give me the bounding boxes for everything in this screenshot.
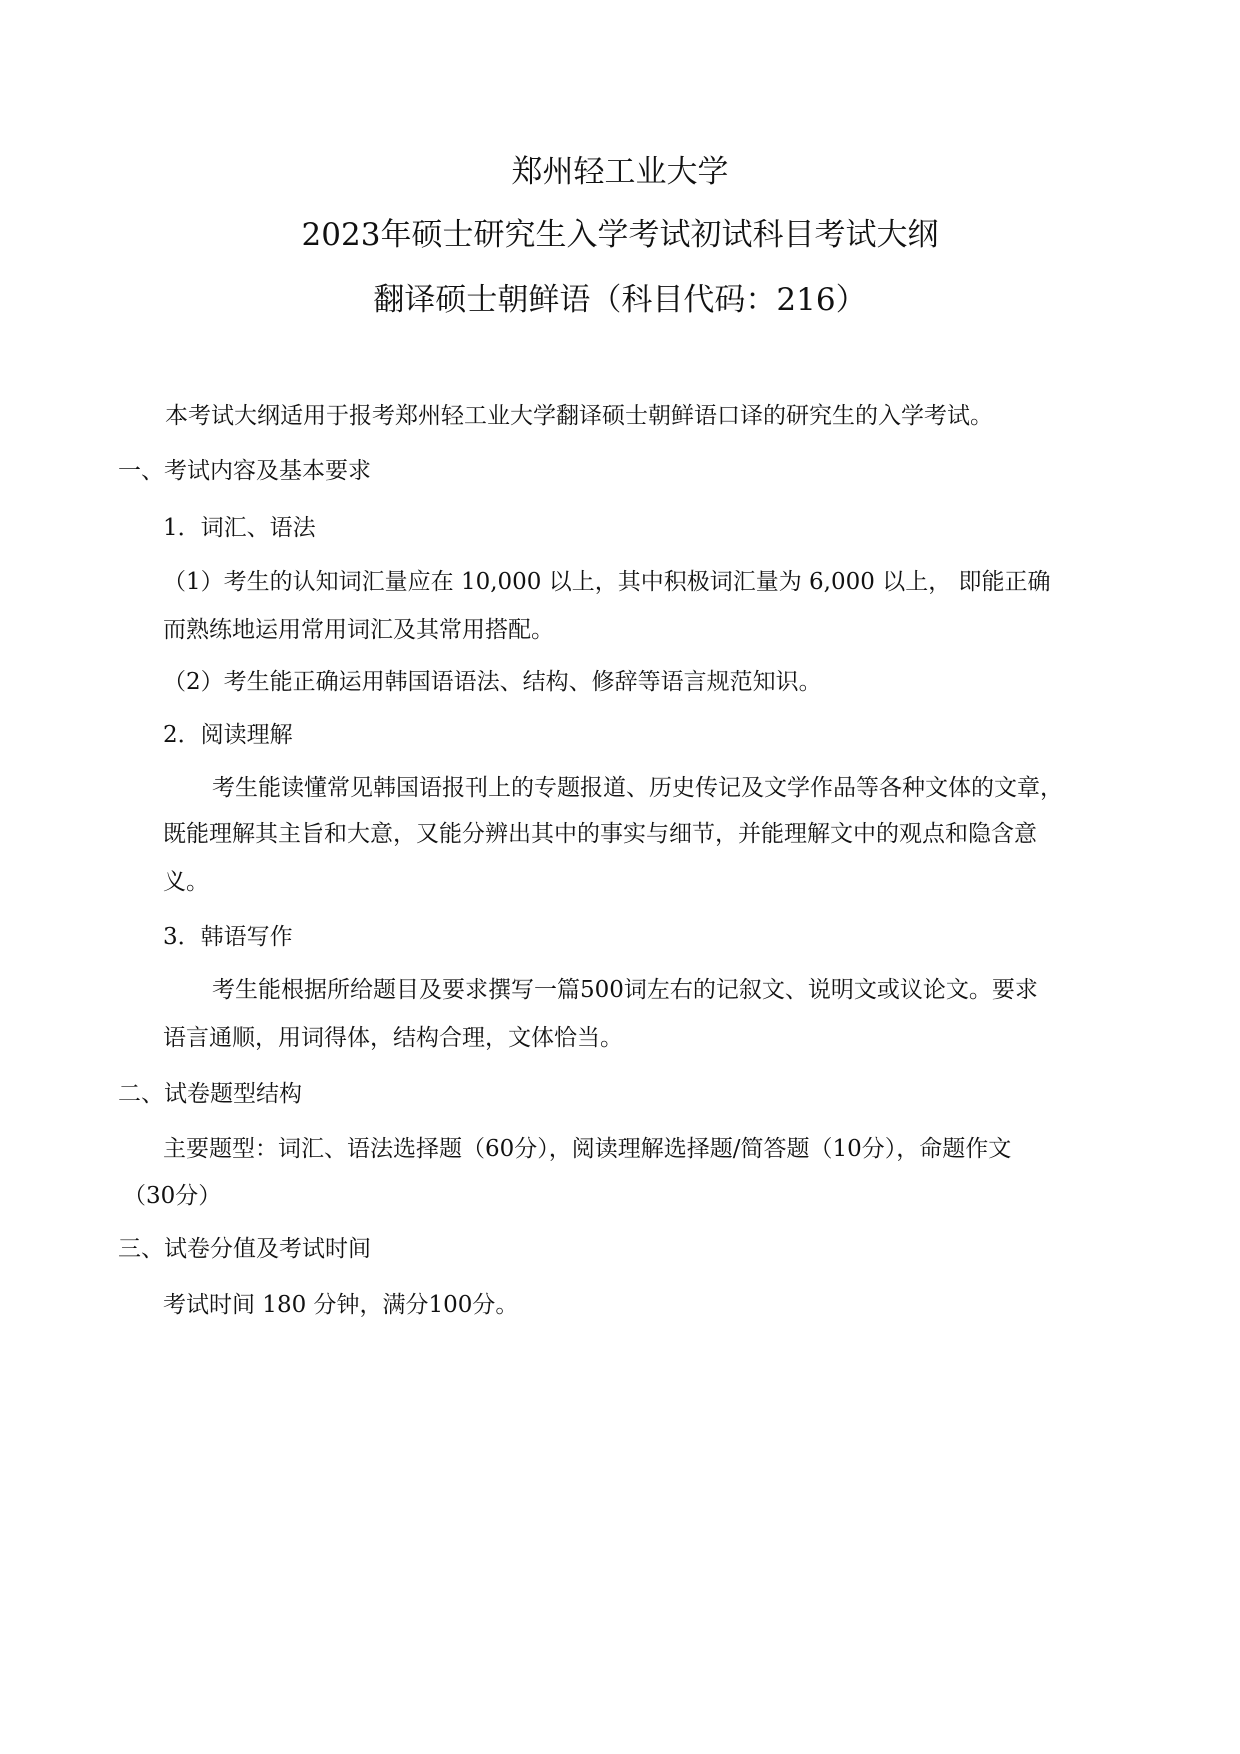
section-1-heading: 一、考试内容及基本要求 [118,458,371,484]
question-types-line-1: 主要题型：词汇、语法选择题（60分），阅读理解选择题/简答题（10分），命题作文 [163,1136,1012,1162]
vocab-item-1-line-2: 而熟练地运用常用词汇及其常用搭配。 [163,617,554,643]
vocab-item-1-line-1: （1）考生的认知词汇量应在 10,000 以上，其中积极词汇量为 6,000 以上， 即能正确 [163,569,1051,595]
question-types-line-2: （30分） [123,1183,222,1209]
vocab-item-2: （2）考生能正确运用韩国语语法、结构、修辞等语言规范知识。 [163,669,822,695]
exam-title: 2023年硕士研究生入学考试初试科目考试大纲 [301,217,939,253]
intro-paragraph: 本考试大纲适用于报考郑州轻工业大学翻译硕士朝鲜语口译的研究生的入学考试。 [165,403,993,429]
subject-title: 翻译硕士朝鲜语（科目代码：216） [373,282,867,318]
section-3-heading: 三、试卷分值及考试时间 [118,1236,371,1262]
writing-heading: 3．韩语写作 [163,924,293,950]
vocab-heading: 1．词汇、语法 [163,515,316,541]
exam-time-line: 考试时间 180 分钟，满分100分。 [163,1292,519,1318]
writing-line-2: 语言通顺，用词得体，结构合理，文体恰当。 [163,1025,623,1051]
reading-heading: 2．阅读理解 [163,722,293,748]
university-title: 郑州轻工业大学 [511,154,729,190]
writing-line-1: 考生能根据所给题目及要求撰写一篇500词左右的记叙文、说明文或议论文。要求 [212,977,1038,1003]
section-2-heading: 二、试卷题型结构 [118,1081,302,1107]
reading-line-2: 既能理解其主旨和大意，又能分辨出其中的事实与细节，并能理解文中的观点和隐含意 [163,821,1037,847]
reading-line-3: 义。 [163,869,209,895]
reading-line-1: 考生能读懂常见韩国语报刊上的专题报道、历史传记及文学作品等各种文体的文章， [212,775,1063,801]
